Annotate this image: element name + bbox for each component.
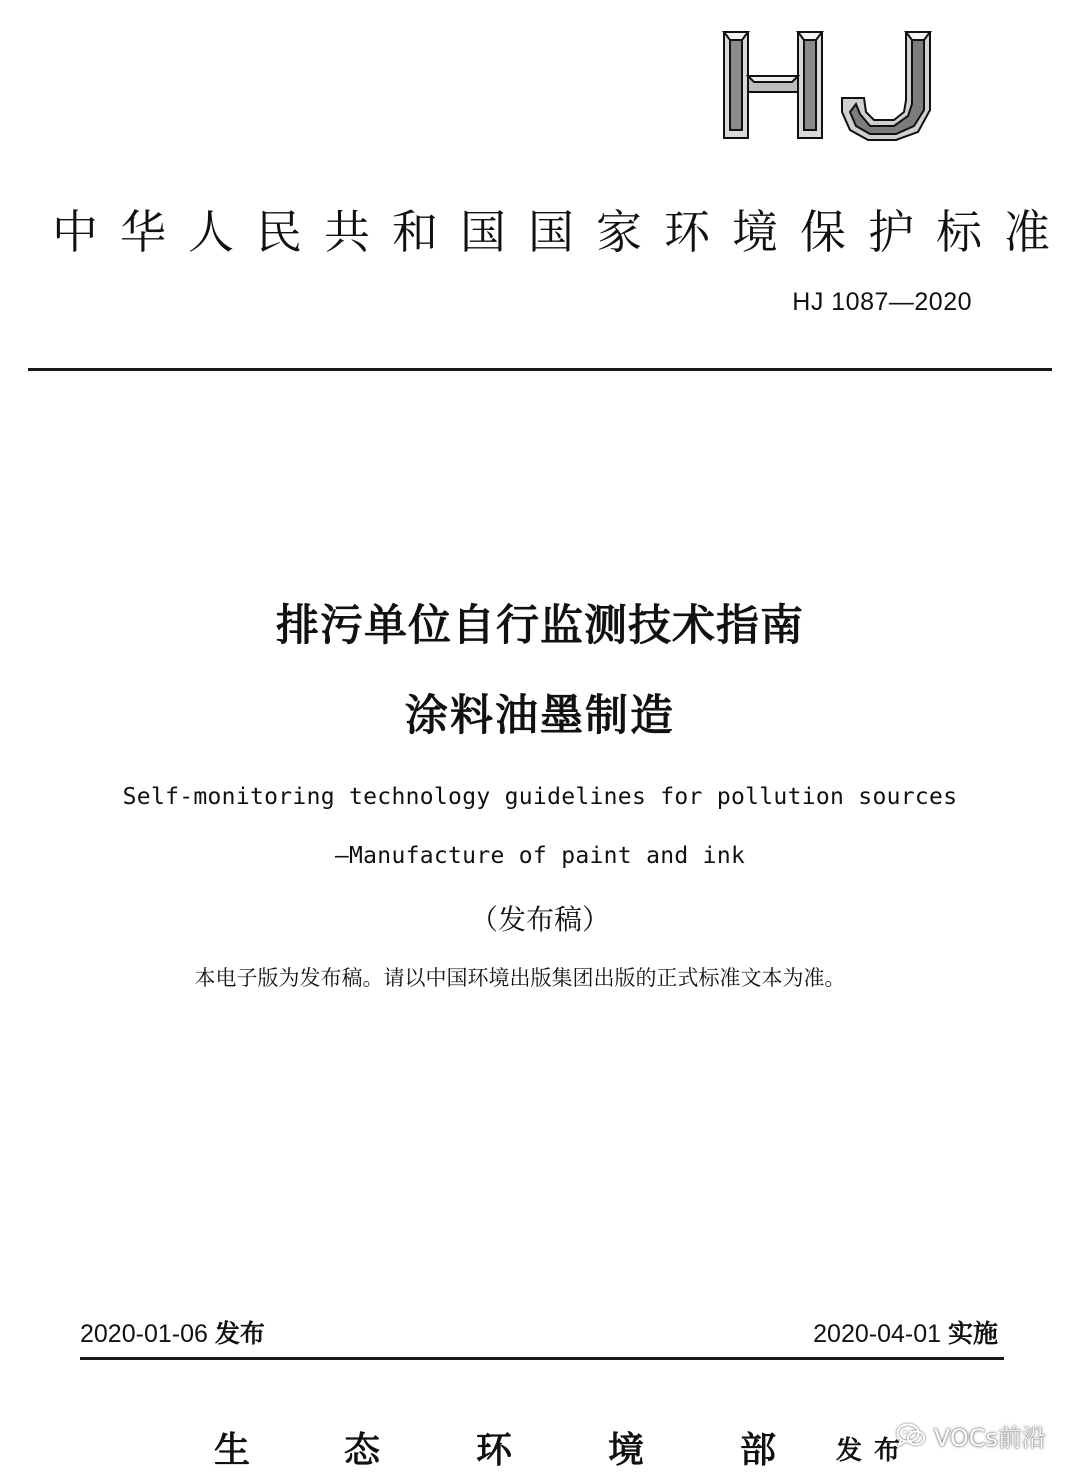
title-cn-line1: 排污单位自行监测技术指南 [276,601,804,651]
implement-date: 2020-04-01 [813,1320,942,1348]
issuer-char: 生 [214,1429,251,1471]
standard-number: HJ 1087—2020 [792,288,972,316]
issuer-char: 环 [476,1429,513,1471]
hj-logo [718,28,946,146]
issuer-char: 境 [608,1429,645,1471]
issuer-issue-word: 发布 [836,1436,913,1466]
title-cn-line2: 涂料油墨制造 [405,691,675,741]
top-divider [28,368,1052,371]
watermark [896,1418,1046,1453]
issue-label: 发布 [214,1319,265,1348]
implement-label: 实施 [947,1319,998,1348]
national-standard-title: 中华人民共和国国家环境保护标准 [52,205,1072,259]
wechat-icon [896,1423,926,1449]
issue-date-block [80,1314,265,1350]
title-en-line2: —Manufacture of paint and ink [334,843,746,869]
implement-date-block [813,1314,998,1350]
bottom-divider [80,1357,1004,1360]
issuer-char: 部 [740,1429,777,1471]
draft-note: 本电子版为发布稿。请以中国环境出版集团出版的正式标准文本为准。 [194,966,846,990]
title-en-line1: Self-monitoring technology guidelines for pollution sources [122,784,958,810]
issuer-char: 态 [344,1429,381,1471]
draft-label: （发布稿） [469,903,610,936]
issue-date: 2020-01-06 [80,1320,208,1348]
watermark-text: VOCs前沿 [933,1424,1046,1452]
